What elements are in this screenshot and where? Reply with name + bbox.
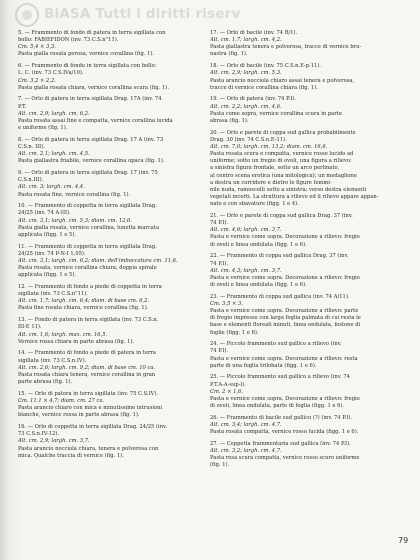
entry-line: Pasta rosata, vernice corallina chiara; doppia spirale [18, 265, 157, 272]
entry-line: 5. — Frammento di fondo di patera in terra sigillata con [18, 30, 166, 36]
entry-line: 10. — Frammento di coppetta in terra sigillata Drag. [18, 203, 157, 210]
entry-line: Pasta rosata chiara tenera, vernice corallina in gran [18, 371, 156, 378]
entry-line: Pasta e vernice come sopra. Decorazione a rilievo: parte [210, 308, 359, 315]
entry-line: 23. — Frammento di coppa sud gallica (inv. 74 A/11). [210, 293, 350, 300]
entry-line: Alt. cm. 2,1; largh. cm. 4,5. [18, 151, 90, 158]
catalog-entry [18, 391, 202, 420]
entry-line: 25. — Piccolo frammento sud gallico a rilievo (inv. 74 [210, 374, 350, 381]
entry-line: nile nuda, ramoscelli sotto a sinistra; verso destra elementi [210, 186, 367, 193]
entry-line: 74 P.I). [210, 220, 229, 227]
entry-line: Pasta rosata scura e compatta, vernice rosso lucido ad [210, 151, 354, 158]
biasa-logo-icon [14, 2, 40, 28]
entry-line: 24/25 (inv. 74 A-III). [18, 210, 71, 217]
watermark-text: BiASA Tutti i diritti riserv [44, 6, 241, 22]
entry-line: vegetali incerti. La struttura a rilievo ed il rilievo appare appan- [210, 194, 379, 201]
entry-line: a destra un corridore e dietro le figure femmi- [210, 179, 332, 186]
entry-line: 73 C.S.n.IV-12). [18, 431, 59, 438]
entry-line: Pasta rosata fine, vernice corallina (fig. 1). [18, 191, 131, 198]
entry-line: Alt. cm. 1,7; largh. cm. 4,2. [210, 37, 282, 44]
entry-line: Alt. cm. 1,6; largh. max. cm. 16,5. [18, 331, 108, 338]
entry-line: 74 P.I). [210, 348, 229, 355]
entry-line: 19. — Orlo di patera (inv. 74 P.I). [210, 96, 296, 103]
entry-line: 21. — Orlo e parete di coppa sud gallica Drag. 37 (inv. [210, 212, 353, 219]
entry-line: Alt. cm. 2,6; largh. cm. 9,2; diam. di base cm. 10 ca. [18, 364, 156, 371]
entry-line: L. C. (inv. 73 C.S.IVa/10). [18, 70, 84, 77]
entry-line: Alt. cm. 3,4; largh. cm. 4,7. [210, 422, 282, 428]
entry-line: Pasta e vernice come sopra. Decorazione a rilievo: fregio [210, 234, 360, 241]
entry-line: Alt. cm. 3,1; largh. cm. 5,3; diam. cm. 12,6. [18, 217, 132, 224]
entry-line: 7. — Orlo di patera in terra sigillata Drag. 17A (inv. 74 [18, 96, 162, 103]
catalog-entry [210, 341, 394, 370]
entry-line: mica. Qualche traccia di vernice (fig. 1). [18, 452, 124, 459]
entry-line: Pasta gialla rosata chiara, vernice corallina scura (fig. 1). [18, 84, 169, 91]
entry-line: 14. — Frammento di fondo a piede di patera in terra [18, 350, 156, 357]
entry-line: applicata (figg. 1 e 5). [18, 272, 77, 279]
catalog-entry [18, 203, 202, 239]
entry-line: tracce di vernice corallina chiara (fig. 1). [210, 84, 318, 91]
catalog-entry [210, 415, 394, 436]
entry-line: foglie (figg. 1 e 6). [210, 329, 259, 336]
entry-line: 11. — Frammento di coppetta in terra sigillata Drag. [18, 243, 157, 250]
entry-line: di ovoli e linea ondulata (figg. 1 e 6). [210, 281, 307, 288]
entry-line: 22. — Frammento di coppa sud gallica Drag. 37 (inv. [210, 253, 349, 260]
entry-line: C.S.n.III). [18, 177, 44, 184]
entry-line: Alt. cm. 4,6; largh. cm. 3,7. [210, 227, 282, 234]
catalog-entry [210, 130, 394, 209]
entry-line: uniforme; sotto un fregio di ovoli, una figura a rilievo: [210, 158, 352, 165]
entry-line: Pasta arancio chiaro con mica e minutissime intrusioni [18, 405, 163, 412]
entry-line: Alt. cm. 2,9; largh. cm. 3,7. [18, 438, 90, 445]
entry-line: a sinistra figura frontale, sotto un arco perlinato, [210, 165, 340, 172]
entry-line: Pasta rosata compatta, vernice rosso lucida (figg. 1 e 6). [210, 429, 359, 436]
catalog-entry [18, 350, 202, 386]
page-edge-shadow [0, 0, 8, 560]
entry-line: di ovoli, linea ondulata, parte di foglia (figg. 1 e 6). [210, 403, 345, 410]
entry-line: Pasta rosata assai fine e compatta, vernice corallina lucida [18, 117, 173, 124]
entry-line: 27. — Coppetta frammentaria sud gallica (inv. 74 P.I). [210, 440, 351, 447]
entry-line: Pasta giallastra tenera e polverosa, tracce di vernice bru- [210, 44, 362, 51]
entry-line: Alt. cm. 7,0; largh. cm. 13,2; diam. cm. 16,6. [210, 143, 328, 150]
entry-line: 20. — Orlo e parete di coppa sud gallica probabilmente [210, 129, 356, 136]
entry-line: e uniforme (fig. 1). [18, 125, 68, 132]
entry-line: al centro scena erotica (una mitologica); un medaglione [210, 172, 357, 179]
entry-line: Pasta arancio nocciola chiaro assai tenera e polverosa, [210, 77, 355, 84]
entry-line: 26. — Frammento di bacile sud gallico (?) (inv. 74 P.I). [210, 414, 353, 421]
entry-line: Alt. cm. 2,2; largh. cm. 4,6. [210, 103, 282, 110]
entry-line: 17. — Orlo di bacile (inv. 74 B/1). [210, 30, 298, 36]
entry-line: Cm. 2 × 1,6. [210, 388, 243, 395]
left-column [18, 30, 202, 464]
entry-line: Alt. cm. 3,1; largh. cm. 6,2; diam. dell'imboccatura cm. 11,6. [18, 257, 178, 264]
entry-line: 8. — Orlo di patera in terra sigillata Drag. 17 A (inv. 73 [18, 136, 164, 143]
catalog-entry [18, 284, 202, 313]
catalog-entry [210, 96, 394, 125]
entry-line: Pasta giallastra friabile, vernice corallina opaca (fig. 1). [18, 158, 165, 165]
entry-line: parte di una foglia trilobata (figg. 1 e 6). [210, 362, 317, 369]
entry-line: Cm. 3,5 × 3. [210, 300, 243, 307]
entry-line: 6. — Frammento di fondo in terra sigillata con bollo: [18, 63, 157, 70]
catalog-entry [18, 137, 202, 166]
entry-line: di fregio impresso con larga foglia palmata di cui resta le [210, 315, 361, 322]
entry-line: Cm. 5,4 × 3,3. [18, 44, 56, 51]
catalog-entry [18, 424, 202, 460]
catalog-entry [18, 96, 202, 132]
catalog-entry [210, 441, 394, 470]
catalog-entry [18, 63, 202, 92]
entry-line: Pasta arancio nocciola chiara, tenera e polverosa con [18, 445, 159, 452]
entry-line: Pasta gialla rosata porosa, vernice corallina (fig. 1). [18, 51, 155, 58]
entry-line: 9. — Orlo di patera in terra sigillata Drag. 17 (inv. 75 [18, 170, 158, 177]
entry-line: 15. — Orlo di patera in terra sigillata (inv. 75 C.S.IV). [18, 390, 159, 397]
entry-line: Pasta fine rosata chiara, vernice corallina (fig. 1). [18, 305, 149, 312]
catalog-entry [18, 244, 202, 280]
entry-line: di ovoli e linea ondulata (figg. 1 e 6). [210, 241, 307, 248]
entry-line: sigillata (inv. 73 C.S.n°11). [18, 291, 89, 298]
entry-line: base e elementi floreali minuti, linea ondulata, festone di [210, 322, 361, 329]
entry-line: Pasta gialla rosata, vernice corallina, lunetta marcata [18, 224, 160, 231]
entry-line: P.T.A-A-sup-l). [210, 381, 246, 388]
entry-line: abrasa (fig. 1). [210, 117, 249, 124]
entry-line: Drag. 30 (inv. 74 C.S.n.E-11). [210, 136, 287, 143]
entry-line: bollo: FABIEFIDON (inv. 73 C.S.n°11). [18, 37, 119, 44]
entry-line: C.S.n. III). [18, 143, 45, 150]
entry-line: 12. — Frammento di fondo a piede di coppetta in terra [18, 284, 162, 290]
right-column [210, 30, 394, 474]
entry-line: parte abrasa (fig. 1). [18, 379, 73, 386]
entry-line: Vernice rossa chiara in parte abrasa (fig. 1). [18, 338, 135, 345]
entry-line: Alt. cm. 1,7; largh. cm. 6,4; diam. di base cm. 6,2. [18, 298, 150, 305]
catalog-entry [18, 30, 202, 59]
entry-line: 18. — Orlo di bacile (inv. 75 C.S.n.E-p.11). [210, 63, 321, 70]
entry-line: Alt. cm. 4,3; largh. cm. 3,7. [210, 267, 282, 274]
catalog-entry [18, 170, 202, 199]
entry-line: Alt. cm. 3,2; largh. cm. 4,7. [210, 448, 282, 455]
entry-line: (fig. 1). [210, 462, 230, 469]
entry-line: applicata (figg. 1 e 5). [18, 231, 77, 238]
entry-line: Cm. 3,2 × 2,2. [18, 77, 56, 84]
entry-line: bianche, vernice rossa in parte abrasa (fig. 1). [18, 412, 140, 419]
catalog-entry [18, 317, 202, 346]
entry-line: 16. — Orlo di coppetta in terra sigillata Drag. 24/25 (inv. [18, 424, 167, 431]
catalog-entry [210, 213, 394, 249]
catalog-entry [210, 374, 394, 410]
entry-line: Alt. cm. 2,9; largh. cm. 5,3. [210, 70, 282, 77]
entry-line: III-E 11). [18, 324, 42, 331]
entry-line: 13. — Fondo di patera in terra sigillata (inv. 73 C.S.n. [18, 317, 159, 324]
entry-line: Alt. cm. 3; largh. cm. 4,4. [18, 184, 85, 191]
entry-line: P.T. [18, 103, 27, 110]
entry-line: Cm. 11,1 × 4,7; diam. cm. 27 ca. [18, 397, 105, 404]
catalog-entry [210, 294, 394, 337]
catalog-entry [210, 30, 394, 59]
entry-line: 24/25 (inv. 74 P-N-I 1,05). [18, 250, 86, 257]
catalog-entry [210, 63, 394, 92]
catalog-entry [210, 253, 394, 289]
entry-line: Pasta e vernice come sopra. Decorazione a rilievo: fregio [210, 274, 360, 281]
page-number: 79 [398, 536, 409, 545]
entry-line: sigillata (inv. 73 C.S.n.IV). [18, 357, 87, 364]
entry-line: Pasta e vernice come sopra. Decorazione a rilievo: fregio [210, 395, 360, 402]
entry-line: Pasta rosa scura compatta, vernice rosso scuro uniforme [210, 455, 360, 462]
entry-line: Pasta e vernice come sopra. Decorazione a rilievo: resta [210, 355, 358, 362]
entry-line: 74 P.I). [210, 260, 229, 267]
entry-line: 24. — Piccolo frammento sud gallico a rilievo (inv. [210, 341, 342, 348]
entry-line: Alt. cm. 2,9; largh. cm. 6,2. [18, 110, 90, 117]
entry-line: nato e con sbavature (figg. 1 e 4). [210, 201, 299, 208]
entry-line: nastra (fig. 1). [210, 51, 248, 58]
entry-line: Pasta come sopra, vernice corallina scura in parte [210, 110, 342, 117]
